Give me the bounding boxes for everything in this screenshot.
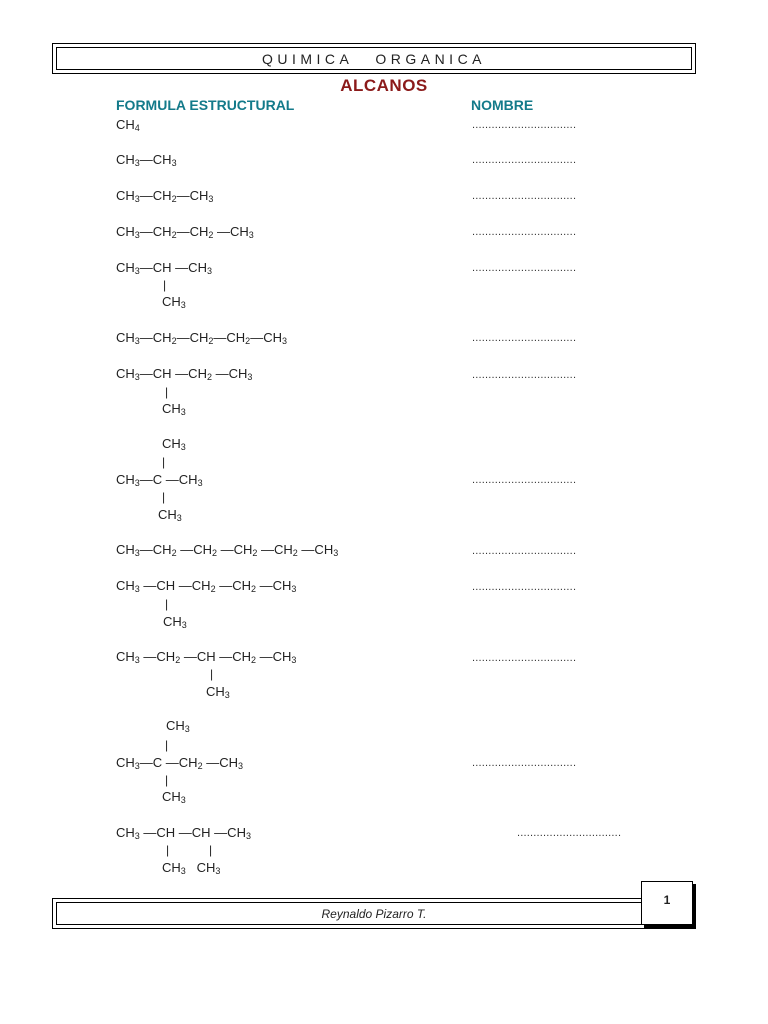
name-blank-12: ................................ — [472, 757, 577, 769]
formula-10-branch: $CH_3$ — [163, 614, 187, 630]
header-frame — [52, 43, 696, 74]
formula-8: $CH_3—C$ $—CH_3$ — [116, 472, 203, 488]
name-blank-4: ................................ — [472, 226, 577, 238]
column-header-formula: FORMULA ESTRUCTURAL — [116, 97, 295, 113]
name-blank-10: ................................ — [472, 581, 577, 593]
formula-11-branch: $CH_3$ — [206, 684, 230, 700]
formula-3: $CH_3—CH_2—CH_3$ — [116, 188, 214, 204]
name-blank-13: ................................ — [517, 827, 622, 839]
bond-line: | — [209, 843, 213, 857]
bond-line: | — [162, 455, 166, 469]
name-blank-6: ................................ — [472, 332, 577, 344]
footer-author: Reynaldo Pizarro T. — [56, 902, 692, 925]
formula-7: $CH_3—CH$ $—CH_2$ $—CH_3$ — [116, 366, 253, 382]
name-blank-2: ................................ — [472, 154, 577, 166]
header-word-1: QUIMICA — [261, 50, 354, 67]
column-header-name: NOMBRE — [471, 97, 534, 113]
header-word-2: ORGANICA — [375, 50, 487, 67]
name-blank-5: ................................ — [472, 262, 577, 274]
bond-line: | — [165, 773, 169, 787]
formula-10: $CH_3$ —CH $—CH_2$ $—CH_2$ $—CH_3$ — [116, 578, 297, 594]
bond-line: | — [166, 843, 170, 857]
formula-1: $CH_4$ — [116, 117, 140, 133]
formula-2: $CH_3—CH_3$ — [116, 152, 177, 168]
formula-8-top: $CH_3$ — [162, 436, 186, 452]
name-blank-8: ................................ — [472, 474, 577, 486]
bond-line: | — [165, 597, 169, 611]
name-blank-1: ................................ — [472, 119, 577, 131]
bond-line: | — [163, 278, 167, 292]
formula-12-bottom: $CH_3$ — [162, 789, 186, 805]
header-title — [56, 47, 692, 70]
formula-12: $CH_3—C$ $—CH_2$ $—CH_3$ — [116, 755, 243, 771]
footer-frame — [52, 898, 696, 929]
formula-9: $CH_3—CH_2$ $—CH_2$ $—CH_2$ $—CH_2$ $—CH_3$ — [116, 542, 339, 558]
page-number: 1 — [641, 881, 693, 925]
formula-8-bottom: $CH_3$ — [158, 507, 182, 523]
formula-12-top: $CH_3$ — [166, 718, 190, 734]
formula-7-branch: $CH_3$ — [162, 401, 186, 417]
name-blank-11: ................................ — [472, 652, 577, 664]
formula-4: $CH_3—CH_2—CH_2$ $—CH_3$ — [116, 224, 254, 240]
name-blank-3: ................................ — [472, 190, 577, 202]
formula-5-branch: $CH_3$ — [162, 294, 186, 310]
bond-line: | — [165, 738, 169, 752]
bond-line: | — [210, 667, 214, 681]
formula-13: $CH_3$ —CH —CH $—CH_3$ — [116, 825, 251, 841]
formula-5: $CH_3—CH$ $—CH_3$ — [116, 260, 212, 276]
bond-line: | — [162, 490, 166, 504]
formula-6: $CH_3—CH_2—CH_2—CH_2—CH_3$ — [116, 330, 287, 346]
bond-line: | — [165, 385, 169, 399]
page-title: ALCANOS — [340, 76, 428, 95]
formula-11: $CH_3$ $—CH_2$ —CH $—CH_2$ $—CH_3$ — [116, 649, 297, 665]
name-blank-9: ................................ — [472, 545, 577, 557]
formula-13-branches: $CH_3$ $CH_3$ — [162, 860, 221, 876]
name-blank-7: ................................ — [472, 369, 577, 381]
